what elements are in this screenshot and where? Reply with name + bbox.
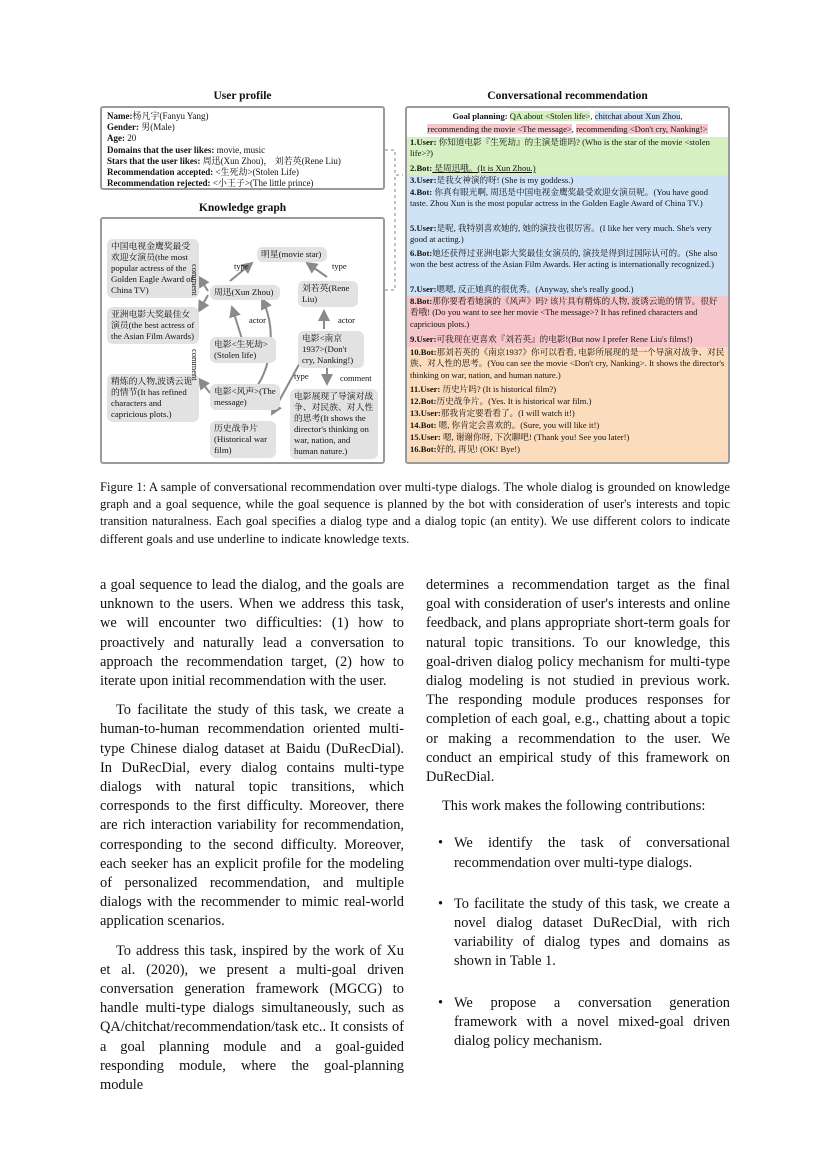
dialog-turn: 5.User:是呢, 我特别喜欢她的, 她的演技也很厉害。(I like her very much. She's very good at acting.) — [407, 223, 728, 248]
kg-node-refined: 精炼的人物,波诱云诡的情节(It has refined characters and capricious plots.) — [107, 374, 199, 422]
contribution-item: • We propose a conversation generation framework with a novel mixed-goal driven dialog policy mechanism. — [438, 994, 730, 1052]
kg-node-nanking: 电影<南京1937>(Don't cry, Nanking!) — [298, 331, 364, 368]
left-column — [100, 576, 404, 1105]
profile-name: Name:杨凡宇(Fanyu Yang) — [107, 111, 209, 121]
dialog-turn: 1.User: 你知道电影『生死劫』的主演是谁吗? (Who is the star of the movie <stolen life>?) — [407, 137, 728, 172]
dialog-turn: 4.Bot: 你真有眼光啊, 周迅是中国电视金鹰奖最受欢迎女演员呢。(You have good taste. Zhou Xun is the most popular actress in the Golden Eagle Award of China TV.) — [407, 187, 728, 223]
dialog-turn: 10.Bot:那刘若英的《南京1937》你可以看看, 电影所展现的是一个导演对战争、对民族、对人性的思考。(You can see the movie <Don't cry, Nanking>. It shows the director's thinking on war, nation, and human nature.) — [407, 347, 728, 462]
left-paragraph-3: To address this task, inspired by the work of Xu et al. (2020), we present a multi-goal driven conversation generation framework (MGCG) to handle multi-type dialogs simultaneously, such as QA/chitchat/recommendation/task etc.. It consists of a goal planning module and a goal-guided responding module, where the goal-planning module — [100, 942, 404, 1094]
contribution-list — [426, 834, 730, 1051]
kg-node-stolen-life: 电影<生死劫>(Stolen life) — [210, 337, 276, 363]
kg-label-comment1: comment — [190, 264, 200, 296]
profile-rejected: Recommendation rejected: <小王子>(The little prince) — [107, 178, 314, 189]
contribution-item: • We identify the task of conversational recommendation over multi-type dialogs. — [438, 834, 730, 872]
knowledge-graph-title: Knowledge graph — [198, 202, 287, 214]
left-paragraph-1: a goal sequence to lead the dialog, and the goals are unknown to the users. When we address this task, we will encounter two difficulties: (1) how to proactively and naturally lead a conversation to approach the recommendation target, (2) how to iterate upon initial recommendation with the user. — [100, 577, 404, 690]
dialog-turn: 12.Bot:历史战争片。(Yes. It is historical war film.) — [410, 396, 592, 406]
dialog-turn: 3.User:是我女神演的呀! (She is my goddess.) — [407, 175, 728, 187]
kg-node-the-message: 电影<风声>(The message) — [210, 384, 280, 410]
dialog-turn: 6.Bot:她还获得过亚洲电影大奖最佳女演员的, 演技是得到过国际认可的。(She also won the best actress of the Asian Film Awards. Her acting is internationally recognized.) — [407, 248, 728, 284]
edge-xun-asian — [199, 295, 208, 311]
kg-node-movie-star: 明星(movie star) — [257, 247, 327, 262]
edge-rene-type — [307, 263, 327, 277]
user-profile-title: User profile — [213, 90, 272, 102]
kg-node-historical-war: 历史战争片(Historical war film) — [210, 421, 276, 458]
dialog-turn: 15.User: 嗯, 谢谢你呀, 下次聊吧! (Thank you! See you later!) — [410, 432, 630, 442]
profile-gender: Gender: 男(Male) — [107, 122, 175, 133]
kg-node-rene-liu: 刘若英(Rene Liu) — [298, 281, 358, 307]
right-paragraph-2: This work makes the following contributions: — [442, 798, 706, 815]
kg-label-type1: type — [234, 261, 249, 271]
right-column — [426, 576, 730, 1051]
user-profile-box — [100, 106, 385, 190]
edge-message-comment — [199, 379, 210, 393]
left-paragraph-2: To facilitate the study of this task, we create a human-to-human recommendation oriented multi-type Chinese dialog dataset at Baidu (DuRecDial). In DuRecDial, every dialog contains multi-type dialogs with natural topic transitions, which corresponds to the first difficulty. Moreover, there are rich interaction variability for recommendation, corresponding to the second difficulty. Moreover, each seeker has an explicit profile for the modeling of personalized recommendation, and multiple dialogs with the recommender to mimic real-world application scenarios. — [100, 702, 404, 930]
goal-1: QA about <Stolen life> — [509, 111, 591, 121]
profile-age: Age: 20 — [107, 133, 137, 144]
kg-label-actor2: actor — [338, 315, 355, 325]
kg-node-xun-zhou: 周迅(Xun Zhou) — [210, 285, 280, 300]
kg-label-comment2: comment — [190, 349, 200, 381]
figure-caption: Figure 1: A sample of conversational recommendation over multi-type dialogs. The whole dialog is grounded on knowledge graph and a goal sequence, while the goal sequence is planned by the bot with consideration of user's interests and topic transition naturalness. Each goal specifies a dialog type and a dialog topic (an entity). We use different colors to indicate different goals and use underline to indicate knowledge texts. — [100, 480, 730, 546]
kg-label-comment3: comment — [340, 373, 372, 383]
dialog-turn: 9.User:可我现在更喜欢『刘若英』的电影!(But now I prefer Rene Liu's films!) — [407, 334, 728, 347]
edge-stolen-actor — [232, 307, 242, 339]
dialog-turn: 13.User:那我肯定要看看了。(I will watch it!) — [410, 408, 575, 418]
conversation-box — [405, 106, 730, 464]
kg-node-director: 电影展现了导演对战争、对民族、对人性的思考(It shows the director's thinking on war, nation, and human nature.) — [290, 389, 378, 459]
knowledge-graph-box — [100, 217, 385, 464]
dialog-turn: 14.Bot: 嗯, 你肯定会喜欢的。(Sure, you will like it!) — [410, 420, 600, 430]
kg-label-type3: type — [294, 371, 309, 381]
edge-xun-golden — [199, 277, 208, 291]
profile-stars: Stars that the user likes: 周迅(Xun Zhou)， 刘若英(Rene Liu) — [107, 155, 341, 166]
right-paragraph-1: determines a recommendation target as the final goal with consideration of user's interests and online feedback, and plans appropriate short-term goals for natural topic transitions. To our knowledge, this goal-driven dialog policy mechanism for multi-type dialog modeling is not studied in previous work. The responding module produces responses for completion of each goal, e.g., chatting about a topic or making a recommendation to the user. We conduct an empirical study of this framework on DuRecDial. — [426, 577, 730, 786]
conversation-title: Conversational recommendation — [487, 90, 648, 102]
goal-planning: Goal planning: QA about <Stolen life>, chitchat about Xun Zhou, recommending the movie <The message>, recommending <Don't cry, Nanking!> — [427, 111, 708, 134]
kg-label-actor1: actor — [249, 315, 266, 325]
kg-label-type2: type — [332, 261, 347, 271]
dialog-turn: 2.Bot: 是周迅哦。(It is Xun Zhou.) — [407, 163, 728, 175]
dialog-turn: 8.Bot:那你要看看她演的《风声》吗? 该片具有精炼的人物, 波诱云诡的情节。很好看哦! (Do you want to see her movie <The message>? It has refined characters and capricious plots.) — [407, 296, 728, 334]
profile-accepted: Recommendation accepted: <生死劫>(Stolen Life) — [107, 167, 299, 178]
contribution-item: • To facilitate the study of this task, we create a novel dialog dataset DuRecDial, with rich variability of dialog types and domains as shown in Table 1. — [438, 895, 730, 972]
goal-4: recommending <Don't cry, Nanking!> — [576, 123, 708, 134]
goal-2: chitchat about Xun Zhou — [594, 111, 681, 121]
profile-domains: Domains that the user likes: movie, music — [107, 144, 266, 155]
dialog-turn: 16.Bot:好的, 再见! (OK! Bye!) — [410, 444, 521, 454]
dashed-connectors — [385, 140, 405, 340]
dialog-turn: 11.User: 历史片吗? (It is historical film?) — [410, 384, 557, 394]
kg-node-golden-eagle: 中国电视金鹰奖最受欢迎女演员(the most popular actress of the Golden Eagle Award of China TV) — [107, 239, 199, 298]
dialog-turn: 7.User:嗯嗯, 反正她真的很优秀。(Anyway, she's really good.) — [407, 284, 728, 296]
kg-node-asian-film: 亚洲电影大奖最佳女演员(the best actress of the Asian Film Awards) — [107, 307, 199, 344]
goal-3: recommending the movie <The message> — [427, 123, 572, 134]
